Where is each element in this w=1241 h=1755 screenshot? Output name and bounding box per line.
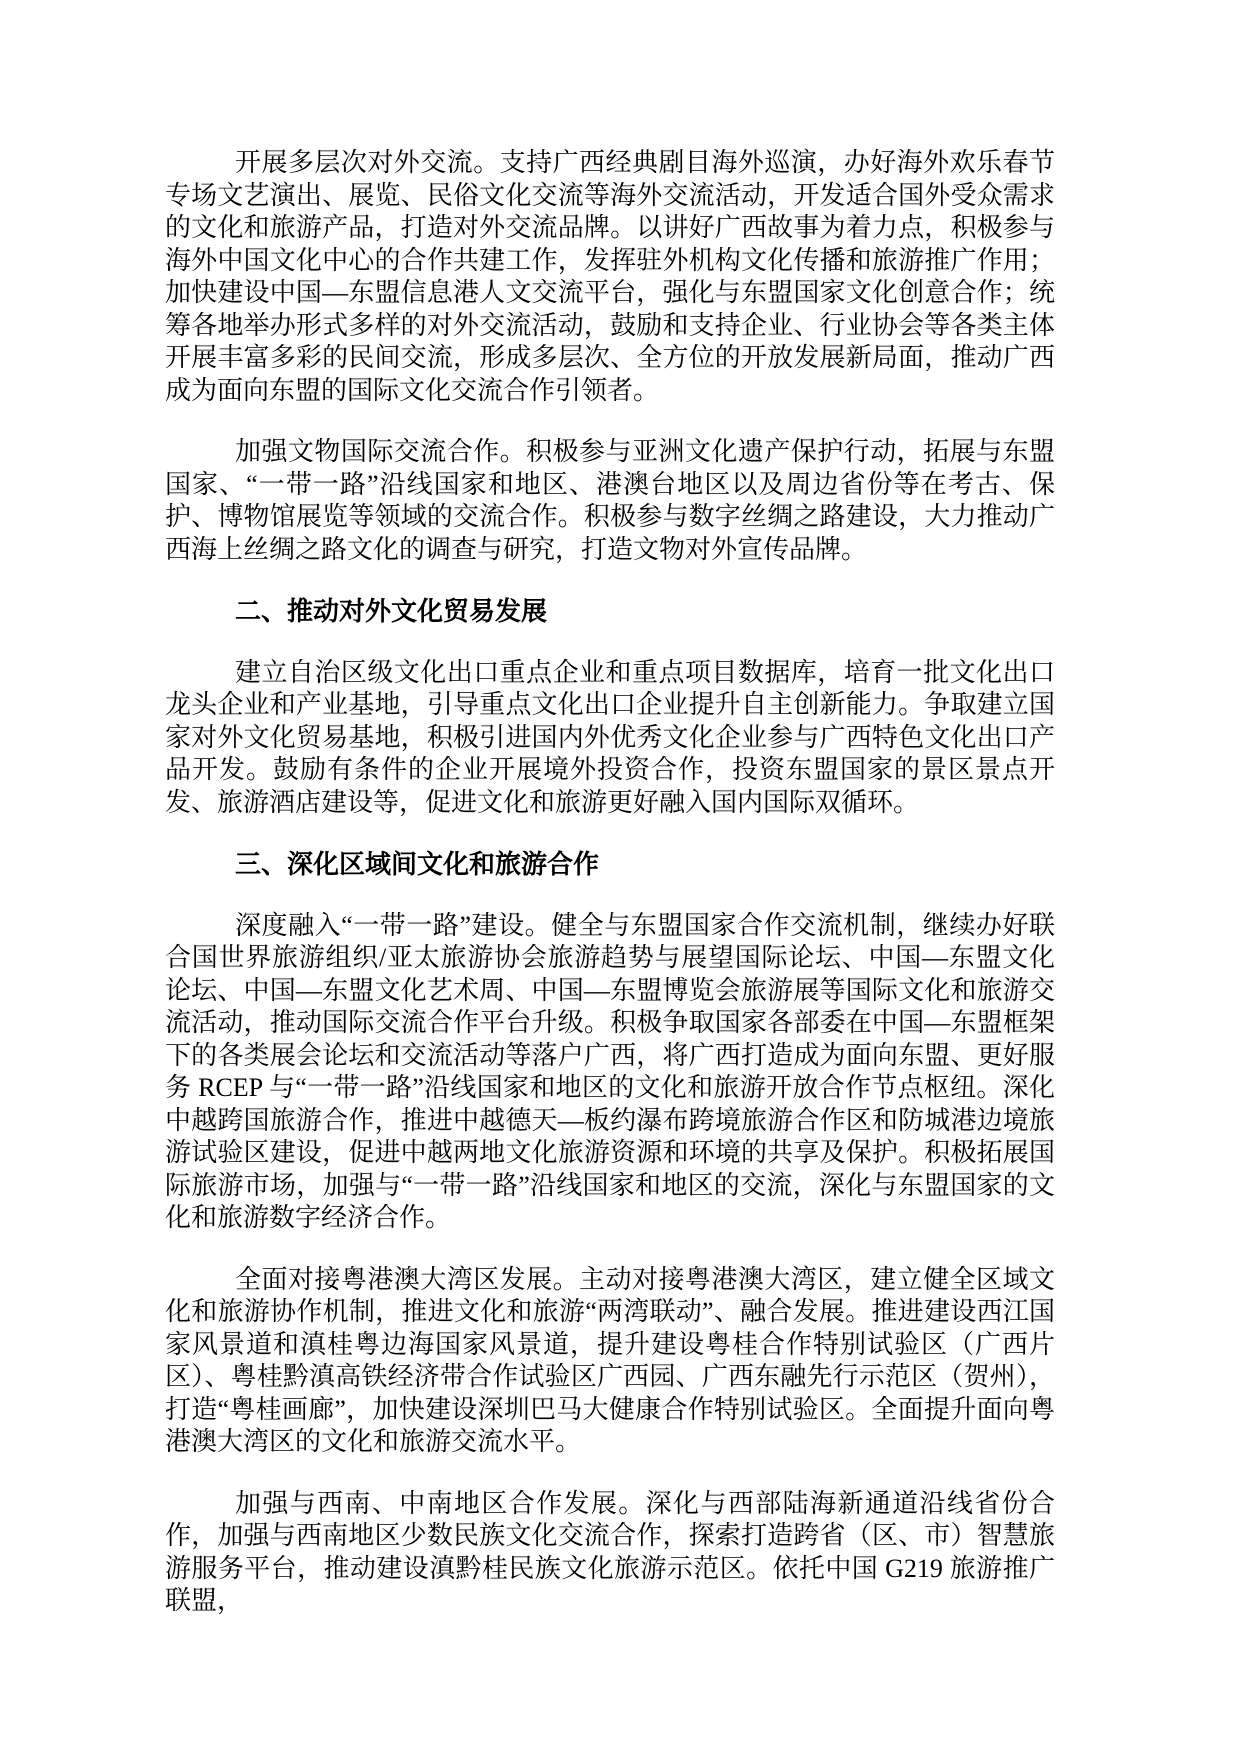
paragraph-belt-and-road: 深度融入“一带一路”建设。健全与东盟国家合作交流机制，继续办好联合国世界旅游组织/亚太旅游协会旅游趋势与展望国际论坛、中国—东盟文化论坛、中国—东盟文化艺术周、中国—东盟博览会旅游展等国际文化和旅游交流活动，推动国际交流合作平台升级。积极争取国家各部委在中国—东盟框架下的各类展会论坛和交流活动等落户广西，将广西打造成为面向东盟、更好服务 RCEP 与“一带一路”沿线国家和地区的文化和旅游开放合作节点枢纽。深化中越跨国旅游合作，推进中越德天—板约瀑布跨境旅游合作区和防城港边境旅游试验区建设，促进中越两地文化旅游资源和环境的共享及保护。积极拓展国际旅游市场，加强与“一带一路”沿线国家和地区的交流，深化与东盟国家的文化和旅游数字经济合作。 [165,910,1055,1232]
paragraph-cultural-export: 建立自治区级文化出口重点企业和重点项目数据库，培育一批文化出口龙头企业和产业基地，引导重点文化出口企业提升自主创新能力。争取建立国家对外文化贸易基地，积极引进国内外优秀文化企业参与广西特色文化出口产品开发。鼓励有条件的企业开展境外投资合作，投资东盟国家的景区景点开发、旅游酒店建设等，促进文化和旅游更好融入国内国际双循环。 [165,657,1055,817]
paragraph-southwest-cooperation: 加强与西南、中南地区合作发展。深化与西部陆海新通道沿线省份合作，加强与西南地区少数民族文化交流合作，探索打造跨省（区、市）智慧旅游服务平台，推动建设滇黔桂民族文化旅游示范区。依托中国 G219 旅游推广联盟， [165,1488,1055,1615]
paragraph-foreign-exchange: 开展多层次对外交流。支持广西经典剧目海外巡演，办好海外欢乐春节专场文艺演出、展览、民俗文化交流等海外交流活动，开发适合国外受众需求的文化和旅游产品，打造对外交流品牌。以讲好广西故事为着力点，积极参与海外中国文化中心的合作共建工作，发挥驻外机构文化传播和旅游推广作用；加快建设中国—东盟信息港人文交流平台，强化与东盟国家文化创意合作；统筹各地举办形式多样的对外交流活动，鼓励和支持企业、行业协会等各类主体开展丰富多彩的民间交流，形成多层次、全方位的开放发展新局面，推动广西成为面向东盟的国际文化交流合作引领者。 [165,148,1055,405]
paragraph-cultural-relics-exchange: 加强文物国际交流合作。积极参与亚洲文化遗产保护行动，拓展与东盟国家、“一带一路”沿线国家和地区、港澳台地区以及周边省份等在考古、保护、博物馆展览等领域的交流合作。积极参与数字丝绸之路建设，大力推动广西海上丝绸之路文化的调查与研究，打造文物对外宣传品牌。 [165,437,1055,564]
section-heading-2-cultural-trade: 二、推动对外文化贸易发展 [235,596,548,626]
section-heading-3-regional-cooperation: 三、深化区域间文化和旅游合作 [235,849,600,879]
paragraph-greater-bay-area: 全面对接粤港澳大湾区发展。主动对接粤港澳大湾区，建立健全区域文化和旅游协作机制，推进文化和旅游“两湾联动”、融合发展。推进建设西江国家风景道和滇桂粤边海国家风景道，提升建设粤桂合作特别试验区（广西片区）、粤桂黔滇高铁经济带合作试验区广西园、广西东融先行示范区（贺州），打造“粤桂画廊”，加快建设深圳巴马大健康合作特别试验区。全面提升面向粤港澳大湾区的文化和旅游交流水平。 [165,1264,1055,1456]
